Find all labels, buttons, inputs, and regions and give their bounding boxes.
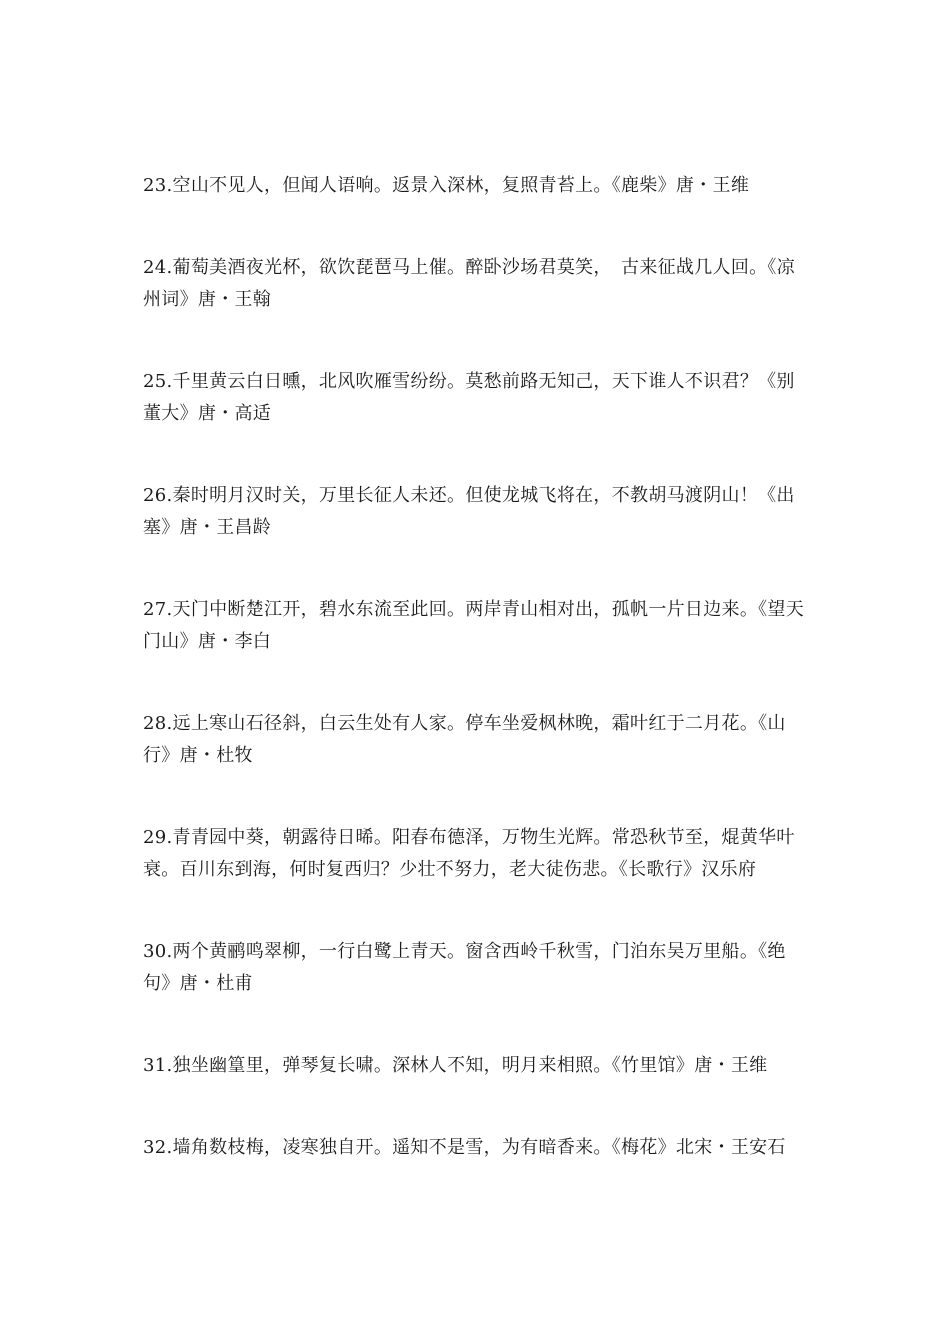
poem-item-25: 25.千里黄云白日曛，北风吹雁雪纷纷。莫愁前路无知己，天下谁人不识君？《别董大》唐・高适 — [143, 371, 795, 424]
poem-item-23: 23.空山不见人，但闻人语响。返景入深林，复照青苔上。《鹿柴》唐・王维 — [143, 175, 750, 196]
poem-list — [143, 170, 813, 1214]
poem-item-29: 29.青青园中葵，朝露待日晞。阳春布德泽，万物生光辉。常恐秋节至，焜黄华叶衰。百川东到海，何时复西归？少壮不努力，老大徒伤悲。《长歌行》汉乐府 — [143, 827, 795, 880]
poem-item-24: 24.葡萄美酒夜光杯，欲饮琵琶马上催。醉卧沙场君莫笑， 古来征战几人回。《凉州词》唐・王翰 — [143, 257, 796, 310]
poem-item-30: 30.两个黄鹂鸣翠柳，一行白鹭上青天。窗含西岭千秋雪，门泊东吴万里船。《绝句》唐・杜甫 — [143, 941, 786, 994]
poem-item-28: 28.远上寒山石径斜，白云生处有人家。停车坐爱枫林晚，霜叶红于二月花。《山行》唐・杜牧 — [143, 713, 786, 766]
poem-item-27: 27.天门中断楚江开，碧水东流至此回。两岸青山相对出，孤帆一片日边来。《望天门山》唐・李白 — [143, 599, 805, 652]
poem-item-26: 26.秦时明月汉时关，万里长征人未还。但使龙城飞将在，不教胡马渡阴山！《出塞》唐・王昌龄 — [143, 485, 795, 538]
poem-item-32: 32.墙角数枝梅，凌寒独自开。遥知不是雪，为有暗香来。《梅花》北宋・王安石 — [143, 1137, 786, 1158]
poem-item-31: 31.独坐幽篁里，弹琴复长啸。深林人不知，明月来相照。《竹里馆》唐・王维 — [143, 1055, 768, 1076]
